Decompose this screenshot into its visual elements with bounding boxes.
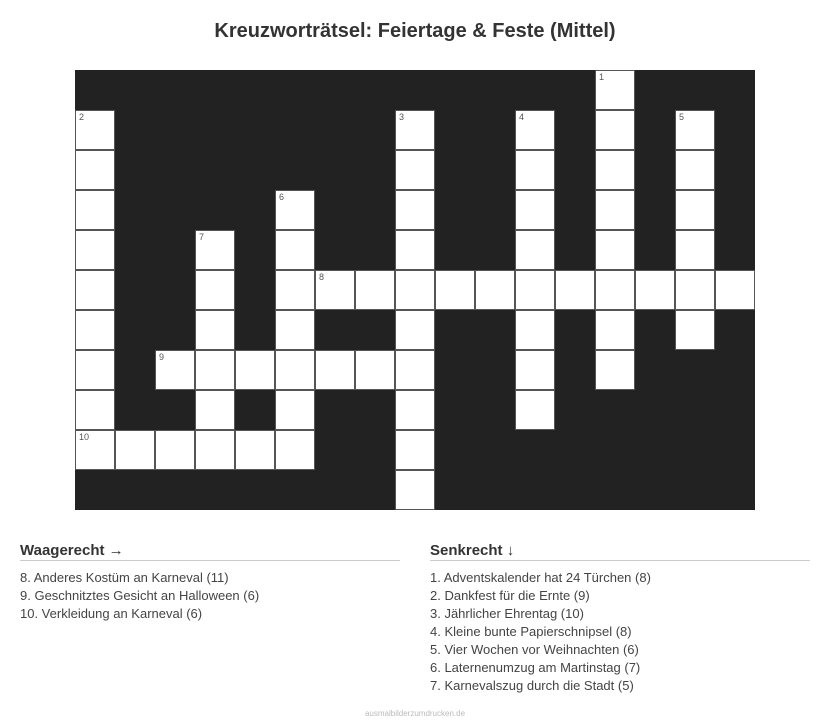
- grid-cell[interactable]: [155, 350, 195, 390]
- grid-cell[interactable]: [275, 230, 315, 270]
- grid-cell[interactable]: [155, 430, 195, 470]
- grid-cell[interactable]: [515, 310, 555, 350]
- grid-cell[interactable]: [195, 350, 235, 390]
- grid-cell[interactable]: [395, 430, 435, 470]
- source-footer: ausmalbilderzumdrucken.de: [364, 709, 466, 718]
- grid-cell[interactable]: [195, 310, 235, 350]
- grid-cell[interactable]: [595, 310, 635, 350]
- down-heading-label: Senkrecht: [430, 542, 503, 559]
- clue-number: 1: [599, 72, 605, 82]
- grid-cell[interactable]: [355, 350, 395, 390]
- grid-cell[interactable]: [595, 110, 635, 150]
- clue-number: 4: [519, 112, 525, 122]
- grid-cell[interactable]: [395, 110, 435, 150]
- arrow-down-icon: ↓: [506, 542, 515, 559]
- down-clue-4: 4. Kleine bunte Papierschnipsel (8): [430, 624, 632, 639]
- grid-cell[interactable]: [595, 230, 635, 270]
- grid-cell[interactable]: [395, 150, 435, 190]
- clue-number: 10: [79, 432, 90, 442]
- grid-cell[interactable]: [595, 190, 635, 230]
- grid-cell[interactable]: [315, 270, 355, 310]
- clue-number: 5: [679, 112, 685, 122]
- grid-cell[interactable]: [275, 390, 315, 430]
- grid-cell[interactable]: [75, 110, 115, 150]
- grid-cell[interactable]: [395, 390, 435, 430]
- grid-cell[interactable]: [395, 230, 435, 270]
- grid-cell[interactable]: [355, 270, 395, 310]
- grid-cell[interactable]: [515, 150, 555, 190]
- down-clue-5: 5. Vier Wochen vor Weihnachten (6): [430, 642, 639, 657]
- grid-cell[interactable]: [675, 150, 715, 190]
- grid-cell[interactable]: [75, 230, 115, 270]
- grid-cell[interactable]: [635, 270, 675, 310]
- down-clue-2: 2. Dankfest für die Ernte (9): [430, 588, 590, 603]
- grid-cell[interactable]: [395, 350, 435, 390]
- grid-cell[interactable]: [515, 270, 555, 310]
- grid-cell[interactable]: [515, 390, 555, 430]
- grid-cell[interactable]: [275, 350, 315, 390]
- down-heading: [430, 542, 810, 561]
- grid-cell[interactable]: [515, 190, 555, 230]
- grid-cell[interactable]: [515, 230, 555, 270]
- grid-cell[interactable]: [395, 270, 435, 310]
- grid-cell[interactable]: [555, 270, 595, 310]
- grid-cell[interactable]: [235, 430, 275, 470]
- grid-cell[interactable]: [75, 150, 115, 190]
- grid-cell[interactable]: [595, 150, 635, 190]
- grid-cell[interactable]: [395, 470, 435, 510]
- down-clue-7: 7. Karnevalszug durch die Stadt (5): [430, 678, 634, 693]
- clue-number: 2: [79, 112, 85, 122]
- grid-cell[interactable]: [195, 430, 235, 470]
- down-clue-1: 1. Adventskalender hat 24 Türchen (8): [430, 570, 651, 585]
- grid-cell[interactable]: [395, 310, 435, 350]
- across-clue-10: 10. Verkleidung an Karneval (6): [20, 606, 203, 621]
- grid-cell[interactable]: [75, 270, 115, 310]
- grid-cell[interactable]: [275, 190, 315, 230]
- grid-cell[interactable]: [275, 270, 315, 310]
- clue-number: 9: [159, 352, 165, 362]
- clue-number: 3: [399, 112, 405, 122]
- grid-cell[interactable]: [315, 350, 355, 390]
- grid-cell[interactable]: [235, 350, 275, 390]
- clue-number: 6: [279, 192, 285, 202]
- grid-cell[interactable]: [715, 270, 755, 310]
- grid-cell[interactable]: [75, 350, 115, 390]
- grid-cell[interactable]: [75, 430, 115, 470]
- crossword-grid: [75, 70, 755, 510]
- grid-cell[interactable]: [435, 270, 475, 310]
- grid-cell[interactable]: [675, 310, 715, 350]
- clue-number: 7: [199, 232, 205, 242]
- grid-cell[interactable]: [395, 190, 435, 230]
- across-clues-panel: [20, 542, 400, 623]
- grid-cell[interactable]: [595, 270, 635, 310]
- grid-cell[interactable]: [75, 390, 115, 430]
- grid-cell[interactable]: [515, 350, 555, 390]
- grid-cell[interactable]: [195, 230, 235, 270]
- down-clue-6: 6. Laternenumzug am Martinstag (7): [430, 660, 641, 675]
- grid-cell[interactable]: [675, 230, 715, 270]
- across-clue-9: 9. Geschnitztes Gesicht an Halloween (6): [20, 588, 260, 603]
- grid-cell[interactable]: [675, 190, 715, 230]
- grid-cell[interactable]: [275, 430, 315, 470]
- across-clue-8: 8. Anderes Kostüm an Karneval (11): [20, 570, 229, 585]
- across-heading-label: Waagerecht: [20, 542, 105, 559]
- grid-cell[interactable]: [75, 190, 115, 230]
- grid-cell[interactable]: [475, 270, 515, 310]
- down-clues-panel: [430, 542, 810, 695]
- grid-cell[interactable]: [75, 310, 115, 350]
- arrow-right-icon: →: [108, 542, 124, 559]
- grid-cell[interactable]: [595, 350, 635, 390]
- grid-cell[interactable]: [115, 430, 155, 470]
- grid-cell[interactable]: [595, 70, 635, 110]
- grid-cell[interactable]: [515, 110, 555, 150]
- grid-cell[interactable]: [275, 310, 315, 350]
- grid-cell[interactable]: [195, 390, 235, 430]
- puzzle-title: Kreuzworträtsel: Feiertage & Feste (Mittel): [214, 20, 616, 42]
- down-clue-3: 3. Jährlicher Ehrentag (10): [430, 606, 584, 621]
- grid-cell[interactable]: [195, 270, 235, 310]
- grid-cell[interactable]: [675, 270, 715, 310]
- grid-cell[interactable]: [675, 110, 715, 150]
- clue-number: 8: [319, 272, 325, 282]
- across-heading: [20, 542, 400, 561]
